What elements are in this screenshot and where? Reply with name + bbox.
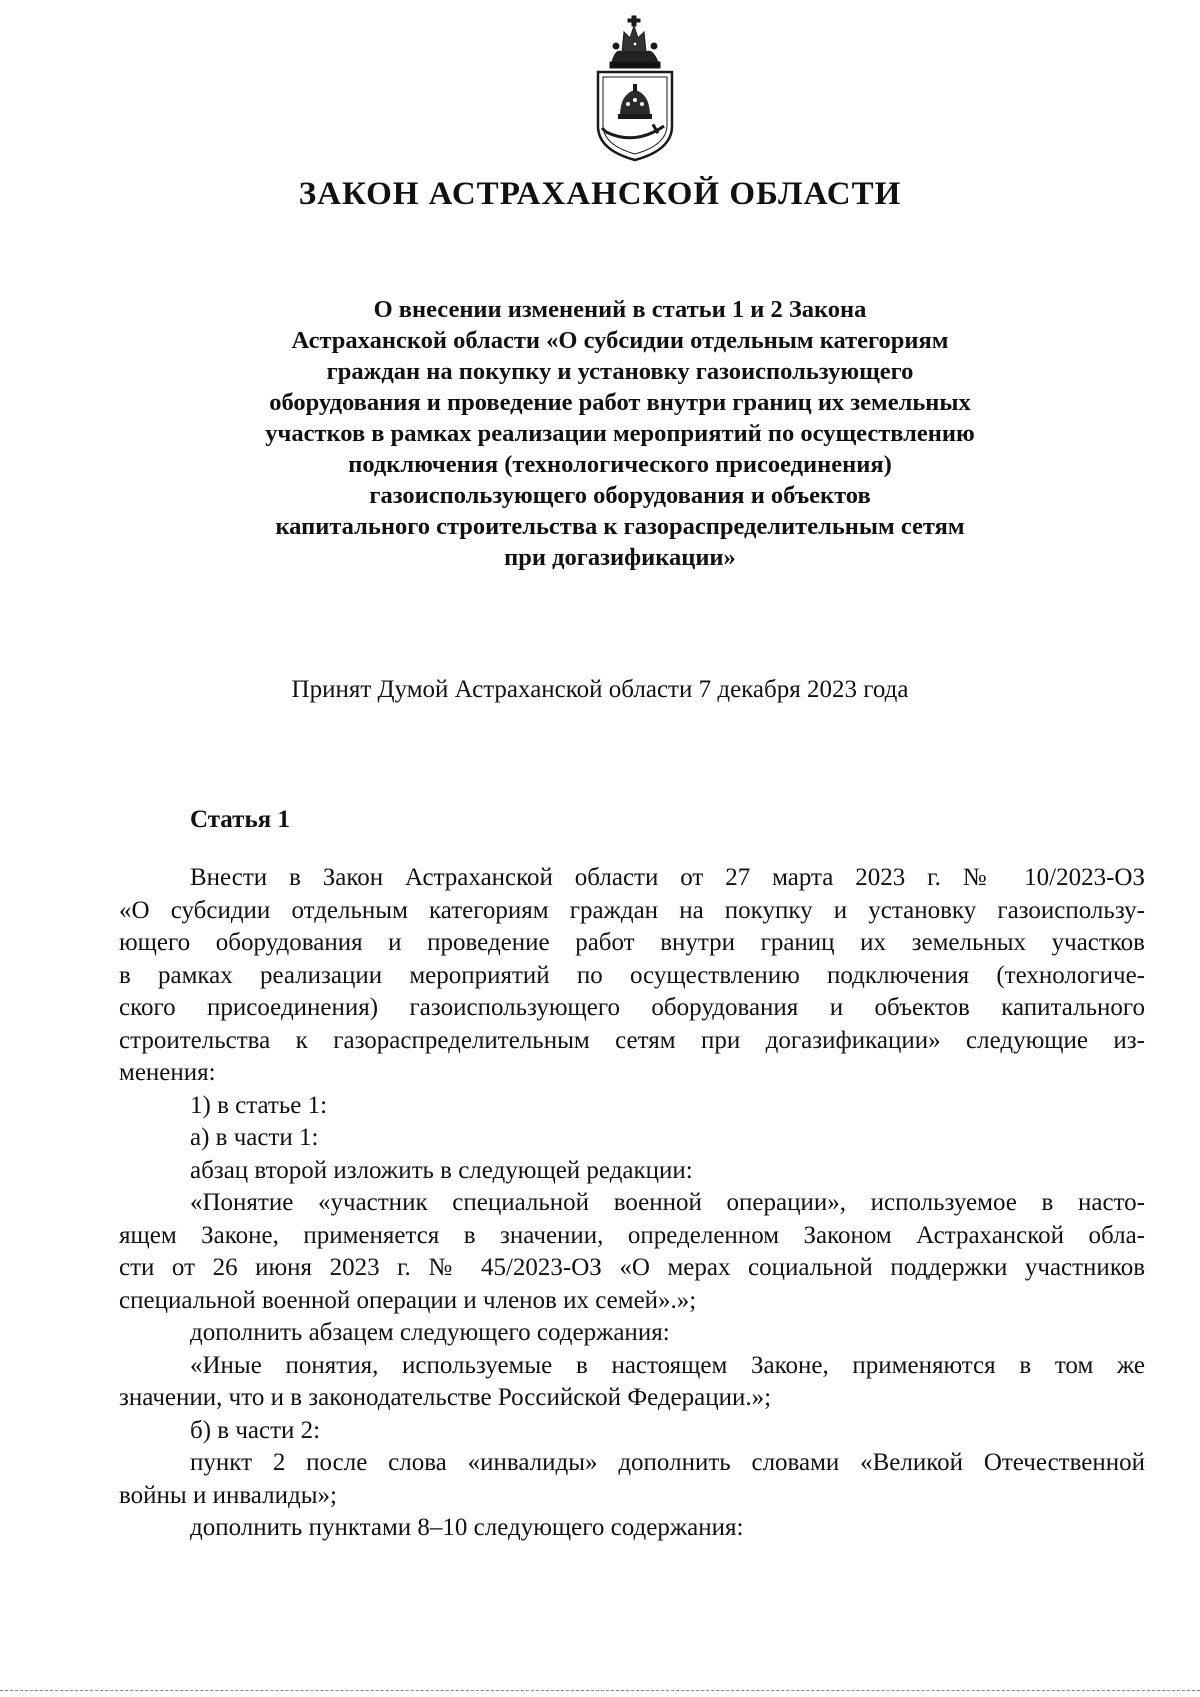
- body-line: пункт 2 после слова «инвалиды» дополнить словами «Великой Отечественной: [190, 1449, 1145, 1476]
- subject-line: О внесении изменений в статьи 1 и 2 Закона: [373, 296, 867, 323]
- body-line: строительства к газораспределительным сетям при догазификации» следующие из-: [119, 1026, 1145, 1054]
- body-line: ского присоединения) газоиспользующего оборудования и объектов капитального: [119, 994, 1145, 1021]
- page-bottom-divider: [0, 1690, 1200, 1691]
- subject-line: участков в рамках реализации мероприятий по осуществлению: [265, 420, 975, 447]
- body-line: «О субсидии отдельным категориям граждан на покупку и установку газоиспользу-: [119, 896, 1145, 924]
- body-line: абзац второй изложить в следующей редакции:: [190, 1156, 693, 1184]
- body-line: значении, что и в законодательстве Российской Федерации.»;: [119, 1384, 772, 1411]
- coat-of-arms-icon: [592, 14, 678, 164]
- body-line: войны и инвалиды»;: [119, 1481, 337, 1509]
- subject-line: Астраханской области «О субсидии отдельным категориям: [291, 327, 949, 354]
- subject-line: подключения (технологического присоединения): [348, 451, 892, 478]
- body-line: а) в части 1:: [190, 1124, 319, 1151]
- law-title: ЗАКОН АСТРАХАНСКОЙ ОБЛАСТИ: [298, 176, 902, 212]
- body-line: в рамках реализации мероприятий по осуществлению подключения (технологиче-: [119, 961, 1145, 989]
- body-line: Внести в Закон Астраханской области от 27 марта 2023 г. № 10/2023-ОЗ: [190, 864, 1145, 891]
- body-line: б) в части 2:: [190, 1416, 321, 1444]
- article-body: [119, 862, 1145, 1545]
- subject-line: капитального строительства к газораспределительным сетям: [275, 513, 965, 540]
- subject-line: при догазификации»: [504, 544, 736, 571]
- body-line: 1) в статье 1:: [190, 1091, 328, 1119]
- body-line: ющего оборудования и проведение работ внутри границ их земельных участков: [119, 929, 1145, 956]
- body-line: «Иные понятия, используемые в настоящем Законе, применяются в том же: [190, 1351, 1145, 1379]
- adoption-statement: Принят Думой Астраханской области 7 декабря 2023 года: [291, 676, 909, 703]
- subject-line: оборудования и проведение работ внутри границ их земельных: [269, 389, 971, 416]
- body-line: менения:: [119, 1059, 216, 1086]
- law-subject: [200, 294, 1040, 573]
- subject-line: граждан на покупку и установку газоиспользующего: [326, 358, 914, 385]
- body-line: «Понятие «участник специальной военной операции», используемое в насто-: [190, 1189, 1145, 1216]
- subject-line: газоиспользующего оборудования и объектов: [369, 482, 871, 509]
- body-line: сти от 26 июня 2023 г. № 45/2023-ОЗ «О мерах социальной поддержки участников: [119, 1254, 1145, 1281]
- body-line: дополнить пунктами 8–10 следующего содержания:: [190, 1514, 744, 1541]
- body-line: дополнить абзацем следующего содержания:: [190, 1319, 670, 1346]
- article-heading: Статья 1: [190, 806, 290, 833]
- body-line: специальной военной операции и членов их семей».»;: [119, 1286, 697, 1314]
- body-line: ящем Законе, применяется в значении, определенном Законом Астраханской обла-: [119, 1221, 1145, 1249]
